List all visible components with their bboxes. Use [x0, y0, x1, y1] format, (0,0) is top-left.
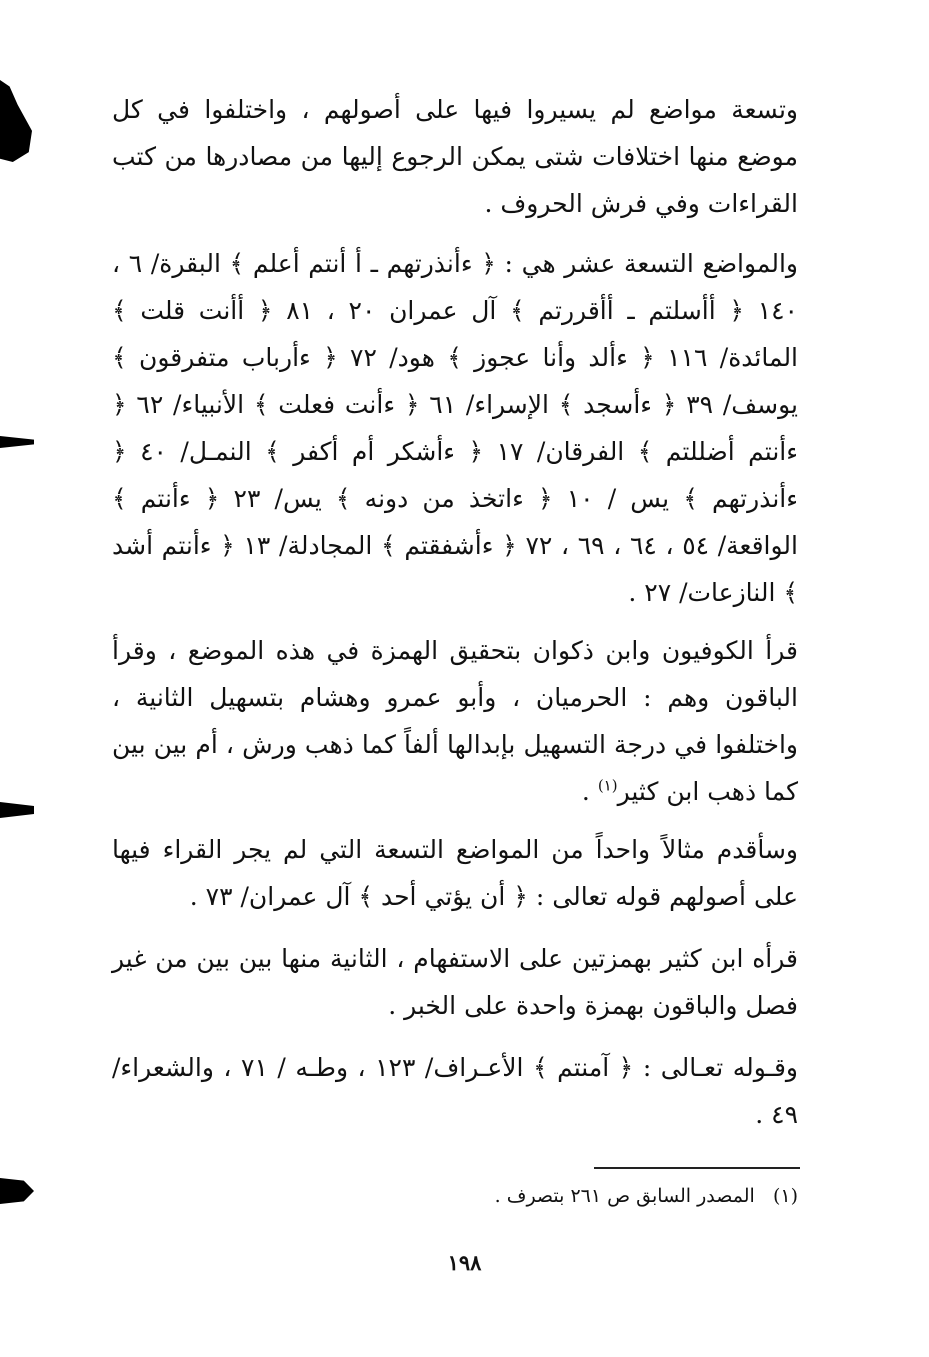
paragraph-example: وسأقدم مثالاً واحداً من المواضع التسعة التي لم يجر القراء فيها على أصولهم قوله تعالى : ﴿ أن يؤتي أحد ﴾ آل عمران/ ٧٣ . [112, 835, 798, 911]
scan-edge-mark [0, 802, 34, 818]
footnote-text: المصدر السابق ص ٢٦١ بتصرف . [494, 1185, 755, 1207]
scan-edge-mark [0, 1178, 34, 1204]
paragraph-amantum: وقـوله تعـالى : ﴿ آمنتم ﴾ الأعـراف/ ١٢٣ ، وطـه / ٧١ ، والشعراء/ ٤٩ . [112, 1053, 798, 1129]
paragraph-intro: وتسعة مواضع لم يسيروا فيها على أصولهم ، واختلفوا في كل موضع منها اختلافات شتى يمكن الرجوع إليها من مصادرها من كتب القراءات وفي فرش الحروف . [112, 95, 798, 218]
scan-edge-mark [0, 436, 34, 448]
paragraph-readers [112, 627, 798, 815]
paragraph-ibn-kathir: قرأه ابن كثير بهمزتين على الاستفهام ، الثانية منها بين بين من غير فصل والباقون بهمزة واحدة على الخبر . [112, 944, 798, 1020]
page-number: ١٩٨ [447, 1250, 482, 1275]
footnote-reference: (١) [597, 776, 618, 795]
paragraph-nineteen-places: والمواضع التسعة عشر هي : ﴿ ءأنذرتهم ـ أ أنتم أعلم ﴾ البقرة/ ٦ ، ١٤٠ ﴿ أأسلتم ـ أأقررتم ﴾ آل عمران ٢٠ ، ٨١ ﴿ أأنت قلت ﴾ المائدة/ ١١٦ ﴿ ءألد وأنا عجوز ﴾ هود/ ٧٢ ﴿ ءأرباب متفرقون ﴾ يوسف/ ٣٩ ﴿ ءأسجد ﴾ الإسراء/ ٦١ ﴿ ءأنت فعلت ﴾ الأنبياء/ ٦٢ ﴿ ءأنتم أضللتم ﴾ الفرقان/ ١٧ ﴿ ءأشكر أم أكفر ﴾ النمـل/ ٤٠ ﴿ ءأنذرتهم ﴾ يس / ١٠ ﴿ ءاتخذ من دونه ﴾ يس/ ٢٣ ﴿ ءأنتم ﴾ الواقعة/ ٥٤ ، ٦٤ ، ٦٩ ، ٧٢ ﴿ ءأشفقتم ﴾ المجادلة/ ١٣ ﴿ ءأنتم أشد ﴾ النازعات/ ٢٧ . [112, 249, 799, 607]
footnote-number: (١) [772, 1185, 798, 1207]
paragraph-readers-end: . [581, 777, 598, 806]
paragraph-readers-text: قرأ الكوفيون وابن ذكوان بتحقيق الهمزة في هذه الموضع ، وقرأ الباقون وهم : الحرميان ، وأبو عمرو وهشام بتسهيل الثانية ، واختلفوا في درجة التسهيل بإبدالها ألفاً كما ذهب ورش ، أم بين بين كما ذهب ابن كثير [112, 636, 798, 806]
footnote [112, 1181, 798, 1211]
footnote-divider [594, 1167, 800, 1169]
scan-edge-mark [0, 80, 32, 162]
